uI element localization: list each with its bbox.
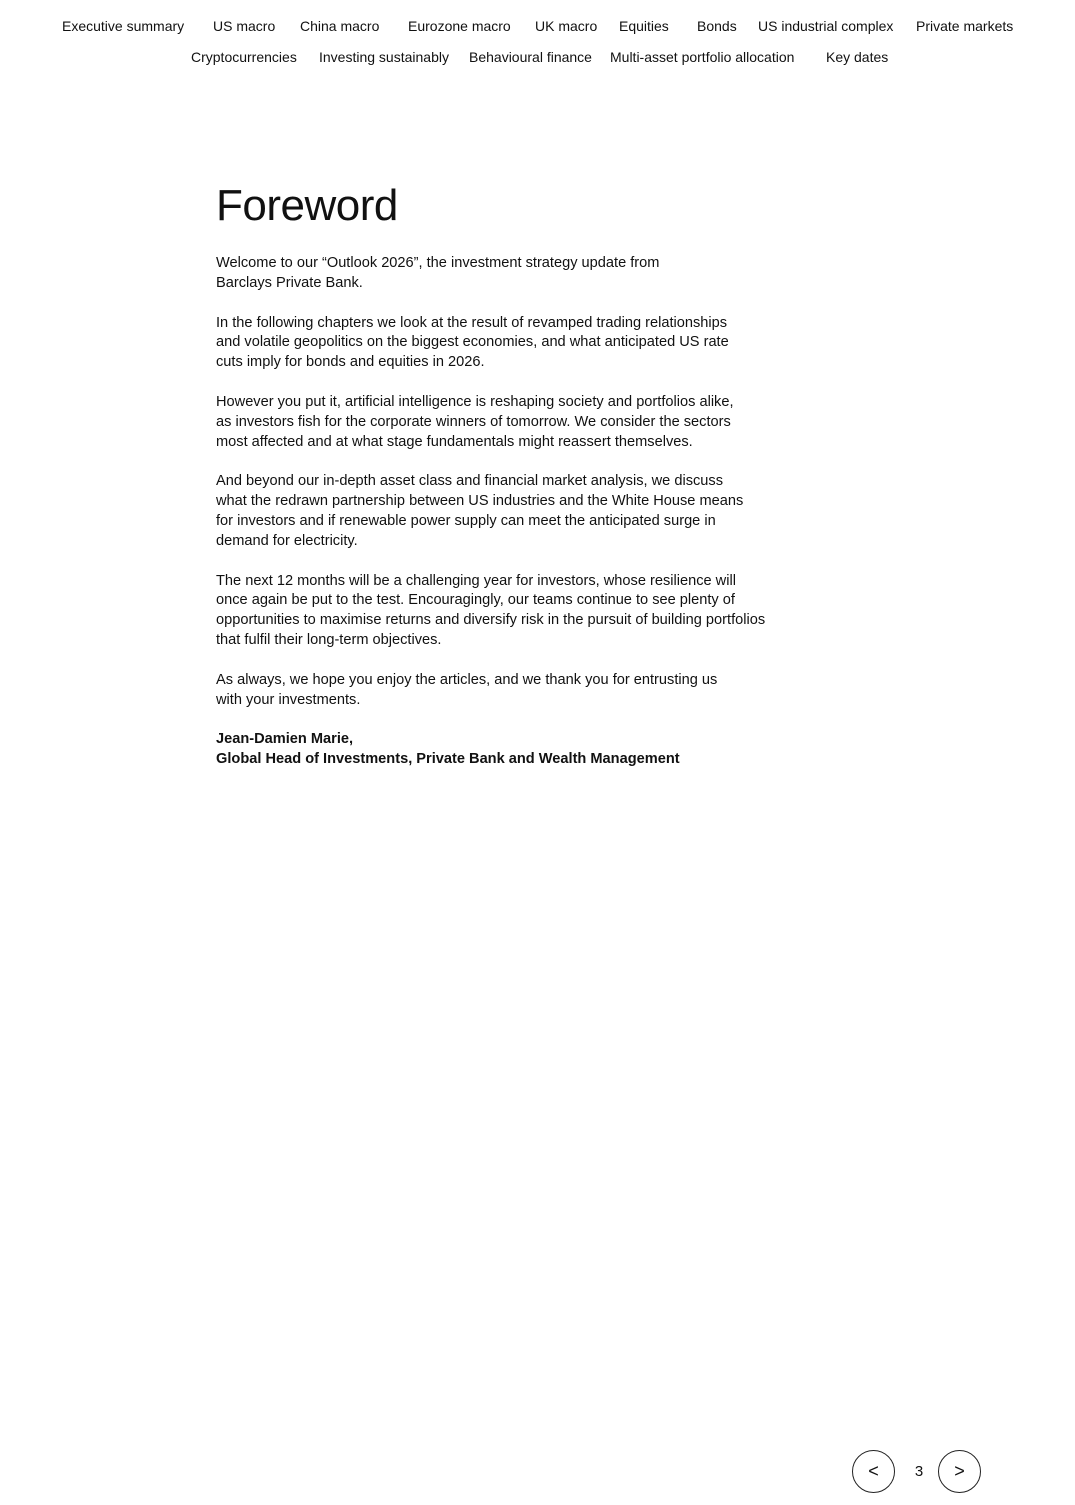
text-line: And beyond our in-depth asset class and financial market analysis, we discuss (216, 473, 723, 490)
nav-link-china-macro[interactable]: China macro (300, 18, 380, 34)
next-page-button[interactable] (938, 1450, 981, 1493)
text-line: Barclays Private Bank. (216, 274, 363, 291)
text-line: The next 12 months will be a challenging year for investors, whose resilience will (216, 572, 736, 589)
page-number: 3 (914, 1463, 924, 1480)
paragraph-welcome (216, 254, 836, 294)
text-line: and volatile geopolitics on the biggest economies, and what anticipated US rate (216, 334, 729, 351)
text-line: demand for electricity. (216, 532, 358, 549)
chevron-right-icon: > (954, 1461, 965, 1481)
nav-link-cryptocurrencies[interactable]: Cryptocurrencies (191, 49, 297, 65)
nav-link-us-macro[interactable]: US macro (213, 18, 276, 34)
text-line: once again be put to the test. Encouragingly, our teams continue to see plenty of (216, 592, 735, 609)
nav-link-behavioural-finance[interactable]: Behavioural finance (469, 49, 592, 65)
paragraph-closing (216, 671, 836, 711)
text-line: most affected and at what stage fundamentals might reassert themselves. (216, 433, 693, 450)
nav-link-eurozone-macro[interactable]: Eurozone macro (408, 18, 511, 34)
paragraph-analysis (216, 472, 836, 551)
nav-link-equities[interactable]: Equities (619, 18, 669, 34)
signature-name: Jean-Damien Marie, (216, 731, 354, 748)
nav-link-multi-asset-portfolio-allocation[interactable]: Multi-asset portfolio allocation (610, 49, 795, 65)
signature-role: Global Head of Investments, Private Bank and Wealth Management (216, 751, 680, 768)
nav-link-private-markets[interactable]: Private markets (916, 18, 1014, 34)
text-line: that fulfil their long-term objectives. (216, 631, 442, 648)
text-line: as investors fish for the corporate winners of tomorrow. We consider the sectors (216, 413, 731, 430)
pagination (852, 1450, 984, 1494)
paragraph-ai (216, 393, 836, 452)
article-content (216, 176, 836, 768)
previous-page-button[interactable] (852, 1450, 895, 1493)
text-line: Welcome to our “Outlook 2026”, the investment strategy update from (216, 255, 660, 271)
text-line: for investors and if renewable power supply can meet the anticipated surge in (216, 512, 716, 529)
nav-link-bonds[interactable]: Bonds (697, 18, 737, 34)
article-body (216, 254, 836, 770)
text-line: In the following chapters we look at the result of revamped trading relationships (216, 314, 728, 331)
nav-link-uk-macro[interactable]: UK macro (535, 18, 598, 34)
paragraph-outlook (216, 572, 836, 651)
signature (216, 730, 836, 770)
nav-row-primary (0, 14, 1075, 38)
text-line: with your investments. (216, 691, 361, 708)
nav-link-us-industrial-complex[interactable]: US industrial complex (758, 18, 894, 34)
text-line: what the redrawn partnership between US industries and the White House means (216, 493, 744, 510)
text-line: opportunities to maximise returns and diversify risk in the pursuit of building portfolios (216, 612, 766, 629)
text-line: However you put it, artificial intelligence is reshaping society and portfolios alike, (216, 393, 734, 410)
nav-row-secondary (0, 45, 1075, 69)
chevron-left-icon: < (868, 1461, 879, 1481)
nav-link-investing-sustainably[interactable]: Investing sustainably (319, 49, 449, 65)
nav-link-key-dates[interactable]: Key dates (826, 49, 889, 65)
page-title: Foreword (216, 181, 398, 230)
nav-link-executive-summary[interactable]: Executive summary (62, 18, 185, 34)
text-line: cuts imply for bonds and equities in 2026. (216, 354, 485, 371)
text-line: As always, we hope you enjoy the articles, and we thank you for entrusting us (216, 671, 718, 688)
paragraph-chapters (216, 314, 836, 373)
